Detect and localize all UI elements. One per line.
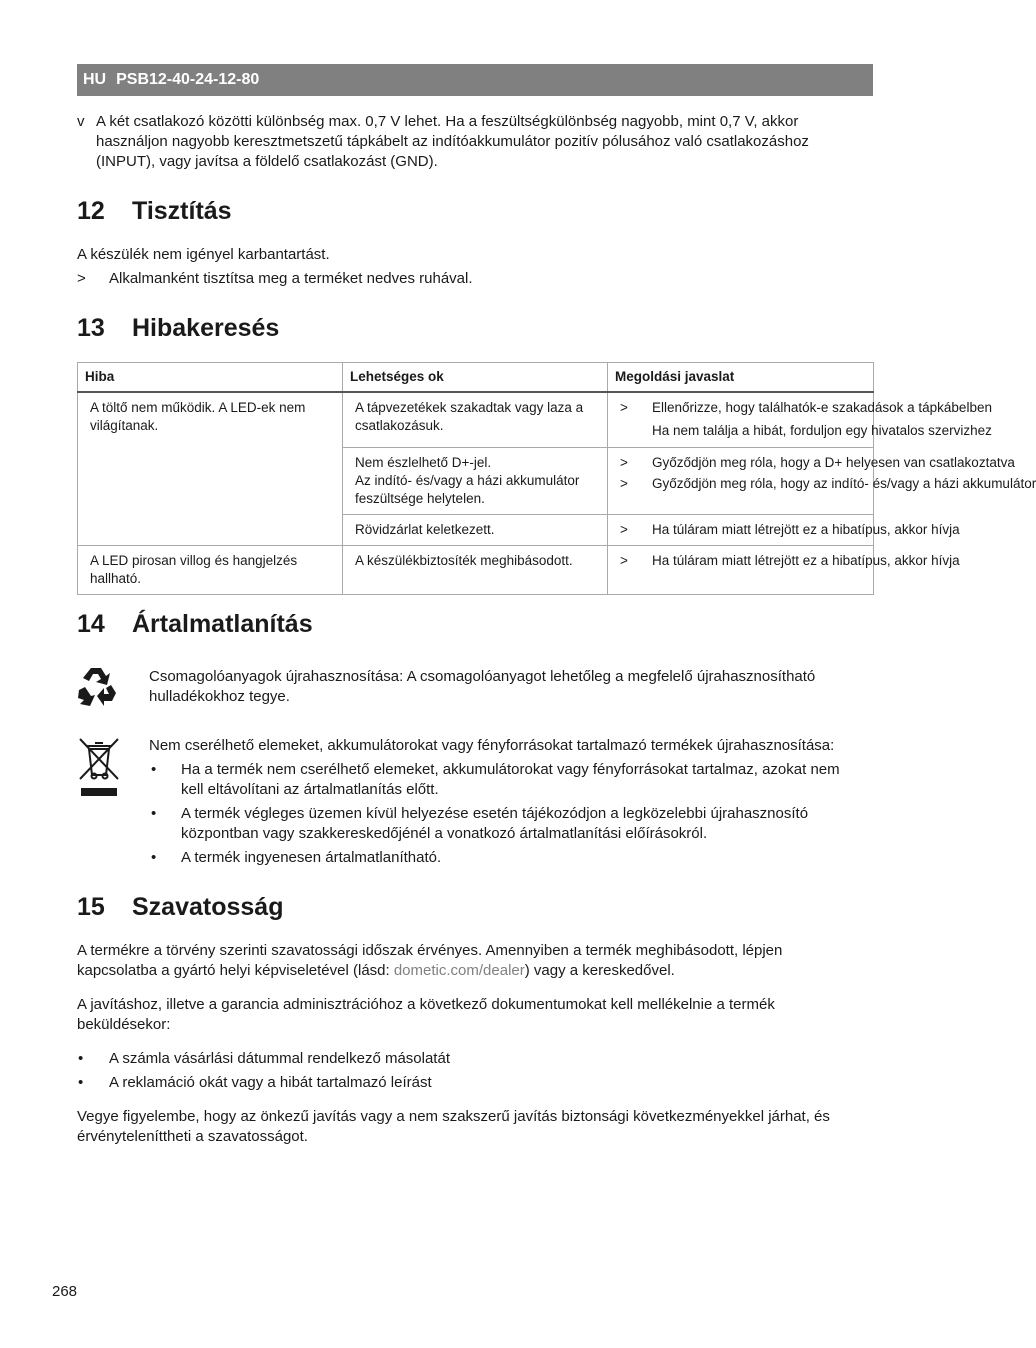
cause-cell xyxy=(343,515,608,546)
s12-paragraph: A készülék nem igényel karbantartást. xyxy=(77,246,330,263)
cause-text: Az indító- és/vagy a házi akkumulátor xyxy=(355,473,580,488)
solution-line xyxy=(620,475,1036,493)
arrow-marker: > xyxy=(620,455,628,470)
bullet-marker: • xyxy=(78,1074,84,1091)
bullet-marker: • xyxy=(151,849,157,866)
s15-list-item-1: A számla vásárlási dátummal rendelkező másolatát xyxy=(109,1050,450,1067)
s15-p2-line-1: A javításhoz, illetve a garancia adminisztrációhoz a következő dokumentumokat kell mellékelnie a termék xyxy=(77,996,775,1013)
fault-text: hallható. xyxy=(90,571,142,586)
s15-p1-text: ) vagy a kereskedővel. xyxy=(524,962,675,979)
col-header-solution: Megoldási javaslat xyxy=(608,363,874,393)
section-13-number: 13 xyxy=(77,314,105,342)
weee-bullet-1-line-2: kell eltávolítani az ártalmatlanítás előtt. xyxy=(181,781,439,798)
fault-text: A LED pirosan villog és hangjelzés xyxy=(90,553,298,568)
section-15-number: 15 xyxy=(77,893,105,921)
bullet-marker: • xyxy=(78,1050,84,1067)
section-12-title: Tisztítás xyxy=(132,197,232,225)
s15-p1-line-2 xyxy=(77,961,675,981)
recycle-icon xyxy=(76,666,120,708)
weee-intro: Nem cserélhető elemeket, akkumulátorokat vagy fényforrásokat tartalmazó termékek újrahasznosítása: xyxy=(149,737,835,754)
s15-p3-line-1: Vegye figyelembe, hogy az önkezű javítás vagy a nem szakszerű javítás biztonsági következményekkel járhat, és xyxy=(77,1108,830,1125)
arrow-marker: > xyxy=(620,400,628,415)
col-header-cause: Lehetséges ok xyxy=(343,363,608,393)
section-13-title: Hibakeresés xyxy=(132,314,280,342)
arrow-marker: > xyxy=(620,553,628,568)
section-14-heading xyxy=(77,609,313,639)
solution-line xyxy=(620,399,992,417)
section-12-number: 12 xyxy=(77,197,105,225)
solution-line xyxy=(620,552,960,570)
arrow-marker: > xyxy=(620,522,628,537)
solution-text: Ha túláram miatt létrejött ez a hibatípus, akkor hívja xyxy=(652,553,960,568)
fault-text: világítanak. xyxy=(90,418,159,433)
table-header-row xyxy=(78,363,874,393)
section-15-title: Szavatosság xyxy=(132,893,284,921)
cause-text: feszültsége helytelen. xyxy=(355,491,485,506)
solution-text: Ha nem találja a hibát, forduljon egy hivatalos szervizhez xyxy=(652,423,992,438)
solution-cell xyxy=(608,448,1036,515)
cause-cell xyxy=(343,392,608,448)
solution-text: Győződjön meg róla, hogy a D+ helyesen van csatlakoztatva xyxy=(652,455,1015,470)
intro-line-3: (INPUT), vagy javítsa a földelő csatlakozást (GND). xyxy=(96,153,438,170)
cause-cell xyxy=(343,546,608,595)
language-code: HU xyxy=(83,71,107,88)
cause-text: Nem észlelhető D+-jel. xyxy=(355,455,492,470)
solution-line xyxy=(620,521,960,539)
section-12-heading xyxy=(77,196,232,226)
s12-step-marker: > xyxy=(77,270,86,287)
section-14-title: Ártalmatlanítás xyxy=(132,610,313,638)
bullet-marker: • xyxy=(151,761,157,778)
fault-text: A töltő nem működik. A LED-ek nem xyxy=(90,400,306,415)
intro-marker: v xyxy=(77,113,85,130)
cause-text: A tápvezetékek szakadtak vagy laza a xyxy=(355,400,584,415)
solution-text: Ha túláram miatt létrejött ez a hibatípus, akkor hívja xyxy=(652,522,960,537)
weee-bullet-3: A termék ingyenesen ártalmatlanítható. xyxy=(181,849,442,866)
page-header xyxy=(77,64,873,96)
solution-text: Győződjön meg róla, hogy az indító- és/vagy a házi akkumulátor xyxy=(652,476,1036,491)
dealer-link[interactable]: dometic.com/dealer xyxy=(393,962,525,979)
cause-text: Rövidzárlat keletkezett. xyxy=(355,522,495,537)
weee-bullet-1-line-1: Ha a termék nem cserélhető elemeket, akkumulátorokat vagy fényforrásokat tartalmaz, azokat nem xyxy=(181,761,840,778)
s12-step: Alkalmanként tisztítsa meg a terméket nedves ruhával. xyxy=(109,270,473,287)
intro-line-2: használjon nagyobb keresztmetszetű tápkábelt az indítóakkumulátor pozitív pólusához való csatlakozáshoz xyxy=(96,133,809,150)
solution-line xyxy=(620,454,1015,472)
model-number: PSB12-40-24-12-80 xyxy=(116,71,260,88)
page-number: 268 xyxy=(52,1283,78,1300)
troubleshooting-table xyxy=(77,362,1036,595)
solution-cell xyxy=(608,392,992,448)
arrow-marker: > xyxy=(620,476,628,491)
solution-cell xyxy=(608,546,960,595)
s15-p3-line-2: érvényteleníttheti a szavatosságot. xyxy=(77,1128,308,1145)
fault-cell xyxy=(78,546,343,595)
s15-p1-line-1: A termékre a törvény szerinti szavatossági időszak érvényes. Amennyiben a termék meghibásodott, lépjen xyxy=(77,942,783,959)
col-header-fault: Hiba xyxy=(78,363,343,393)
s15-p1-text: kapcsolatba a gyártó helyi képviseletével (lásd: xyxy=(77,962,394,979)
fault-cell xyxy=(78,392,343,546)
section-14-number: 14 xyxy=(77,610,105,638)
table-row xyxy=(78,392,874,448)
solution-line xyxy=(620,422,992,440)
recycle-line-1: Csomagolóanyagok újrahasznosítása: A csomagolóanyagot lehetőleg a megfelelő újrahasznosítható xyxy=(149,668,816,685)
s15-p2-line-2: beküldésekor: xyxy=(77,1016,171,1033)
intro-line-1: A két csatlakozó közötti különbség max. 0,7 V lehet. Ha a feszültségkülönbség nagyobb, mint 0,7 V, akkor xyxy=(96,113,799,130)
cause-text: A készülékbiztosíték meghibásodott. xyxy=(355,553,573,568)
recycle-line-2: hulladékokhoz tegye. xyxy=(149,688,290,705)
bullet-marker: • xyxy=(151,805,157,822)
cause-cell xyxy=(343,448,608,515)
crossed-bin-icon xyxy=(78,737,120,799)
solution-cell xyxy=(608,515,960,546)
table-row xyxy=(78,546,874,595)
section-15-heading xyxy=(77,892,283,922)
cause-text: csatlakozásuk. xyxy=(355,418,444,433)
s15-list-item-2: A reklamáció okát vagy a hibát tartalmazó leírást xyxy=(109,1074,432,1091)
solution-text: Ellenőrizze, hogy találhatók-e szakadások a tápkábelben xyxy=(652,400,992,415)
weee-bullet-2-line-1: A termék végleges üzemen kívül helyezése esetén tájékozódjon a legközelebbi újrahasznosító xyxy=(181,805,809,822)
section-13-heading xyxy=(77,313,279,343)
weee-bullet-2-line-2: központban vagy szakkereskedőjénél a vonatkozó ártalmatlanítási előírásokról. xyxy=(181,825,708,842)
